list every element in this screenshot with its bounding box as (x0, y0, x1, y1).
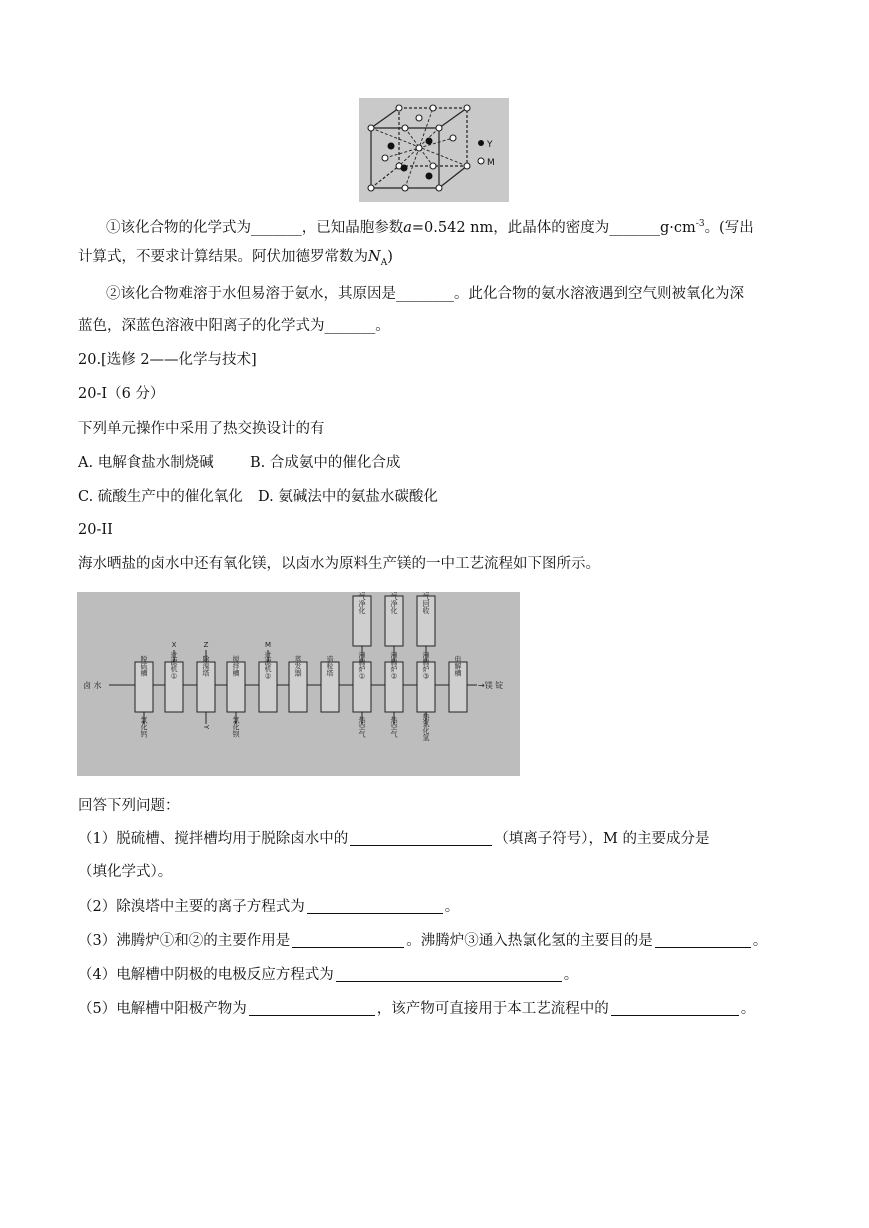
question-1-line-2: （填化学式）。 (78, 864, 173, 880)
text: ①该化合物的化学式为 (106, 219, 251, 236)
process-flow-figure (77, 592, 520, 776)
question-2 (78, 897, 459, 917)
text: 。 (752, 933, 768, 949)
text: 计算式，不要求计算结果。阿伏加德罗常数为 (78, 249, 368, 265)
text: 。(写出 (704, 219, 754, 236)
input-m-label: M (264, 641, 272, 649)
question-5 (78, 999, 755, 1019)
unit-filter-1: 过滤机① (170, 651, 178, 681)
question-4 (78, 965, 578, 985)
input-calcium-chloride: 氯化钙 (140, 716, 148, 738)
unit-desulfurization-tank: 脱硫槽 (140, 655, 148, 677)
section-20-title: 20.[选修 2——化学与技术] (78, 352, 257, 368)
question-3 (78, 931, 767, 951)
unit-cell-diagram (359, 98, 509, 202)
avogadro-symbol: N (368, 249, 381, 265)
text: （填离子符号），M 的主要成分是 (494, 831, 710, 847)
part-20-1-stem: 下列单元操作中采用了热交换设计的有 (78, 421, 325, 437)
unit-electrolytic-cell: 电解槽 (454, 655, 462, 677)
variable-a: a (403, 219, 412, 236)
option-a: A. 电解食盐水制烧碱 (78, 455, 214, 471)
answer-blank: _______ (324, 318, 376, 334)
text: 。沸腾炉③通入热氯化氢的主要目的是 (406, 933, 653, 949)
input-hot-air-1: 热空气 (358, 716, 366, 738)
answer-blank: _______ (251, 219, 302, 236)
text: （4）电解槽中阴极的电极反应方程式为 (78, 967, 334, 983)
answer-blank (292, 932, 404, 948)
flow-output-label: →镁 锭 (478, 681, 504, 690)
option-d: D. 氨碱法中的氨盐水碳酸化 (258, 489, 438, 505)
unit-boiling-furnace-1: 沸腾炉① (358, 651, 366, 681)
unit-boiling-furnace-2: 沸腾炉② (390, 651, 398, 681)
text: 。 (375, 318, 390, 334)
unit-exponent: -3 (695, 219, 705, 229)
exhaust-purification-2: 尾气净化 (390, 592, 398, 614)
process-flow-diagram (77, 592, 520, 776)
text: ，该产物可直接用于本工艺流程中的 (376, 1001, 609, 1017)
unit-filter-2: 过滤机② (264, 651, 272, 681)
text: （2）除溴塔中主要的离子方程式为 (78, 899, 305, 915)
unit: g·cm (660, 219, 696, 236)
input-x-label: X (171, 641, 177, 649)
text: =0.542 nm，此晶体的密度为 (411, 219, 610, 236)
unit-stirring-tank: 搅拌槽 (232, 655, 240, 677)
exhaust-recovery: 尾气回收 (422, 592, 430, 614)
input-hot-hydrogen-chloride: 热氯化氢 (422, 713, 430, 741)
text: 。 (444, 899, 460, 915)
unit-evaporator: 蒸发器 (294, 655, 302, 677)
unit-debromination-tower: 除溴塔 (202, 655, 210, 677)
text: ) (387, 249, 393, 265)
answer-blank: _______ (609, 219, 661, 236)
answer-blank (611, 1000, 739, 1016)
unit-prilling-tower: 造粒塔 (326, 655, 334, 677)
text: （1）脱硫槽、搅拌槽均用于脱除卤水中的 (78, 831, 349, 847)
text: 蓝色，深蓝色溶液中阳离子的化学式为 (78, 318, 325, 334)
flow-input-label: 卤 水 (83, 681, 102, 690)
answer-blank (655, 932, 751, 948)
exhaust-purification-1: 尾气净化 (358, 592, 366, 614)
input-hot-air-2: 热空气 (390, 716, 398, 738)
legend-y-label: Y (487, 140, 493, 150)
text: 。此化合物的氨水溶液遇到空气则被氧化为深 (454, 286, 744, 302)
option-b: B. 合成氨中的催化合成 (250, 455, 401, 471)
part-20-2-title: 20-II (78, 522, 113, 538)
text: ②该化合物难溶于水但易溶于氨水，其原因是 (106, 286, 396, 302)
legend-m-label: M (487, 158, 495, 168)
crystal-question-2-line-1 (106, 284, 744, 304)
text: 。 (740, 1001, 756, 1017)
legend-m-dot (478, 158, 484, 164)
option-c: C. 硫酸生产中的催化氧化 (78, 489, 243, 505)
text: （5）电解槽中阳极产物为 (78, 1001, 247, 1017)
crystal-question-2-line-2 (78, 316, 390, 336)
unit-boiling-furnace-3: 沸腾炉③ (422, 651, 430, 681)
output-y-label: Y (202, 724, 210, 730)
part-20-1-title: 20-I（6 分） (78, 386, 165, 402)
crystal-question-1-line-1 (106, 214, 754, 238)
part-20-2-stem: 海水晒盐的卤水中还有氧化镁，以卤水为原料生产镁的一中工艺流程如下图所示。 (78, 556, 600, 572)
text: 。 (563, 967, 579, 983)
text: （3）沸腾炉①和②的主要作用是 (78, 933, 291, 949)
answer-blank (249, 1000, 375, 1016)
answer-blank (350, 830, 492, 846)
answer-blank: ________ (396, 286, 454, 302)
crystal-cell-figure (359, 98, 509, 202)
avogadro-subscript: A (380, 257, 388, 268)
answer-blank (307, 898, 443, 914)
text: ，已知晶胞参数 (301, 219, 404, 236)
questions-intro: 回答下列问题： (78, 798, 180, 814)
input-z-label: Z (203, 641, 209, 649)
legend-y-dot (478, 140, 484, 146)
input-barium-chloride: 氯化钡 (232, 716, 240, 738)
answer-blank (336, 966, 562, 982)
crystal-question-1-line-2 (78, 247, 393, 273)
question-1-line-1 (78, 829, 709, 849)
